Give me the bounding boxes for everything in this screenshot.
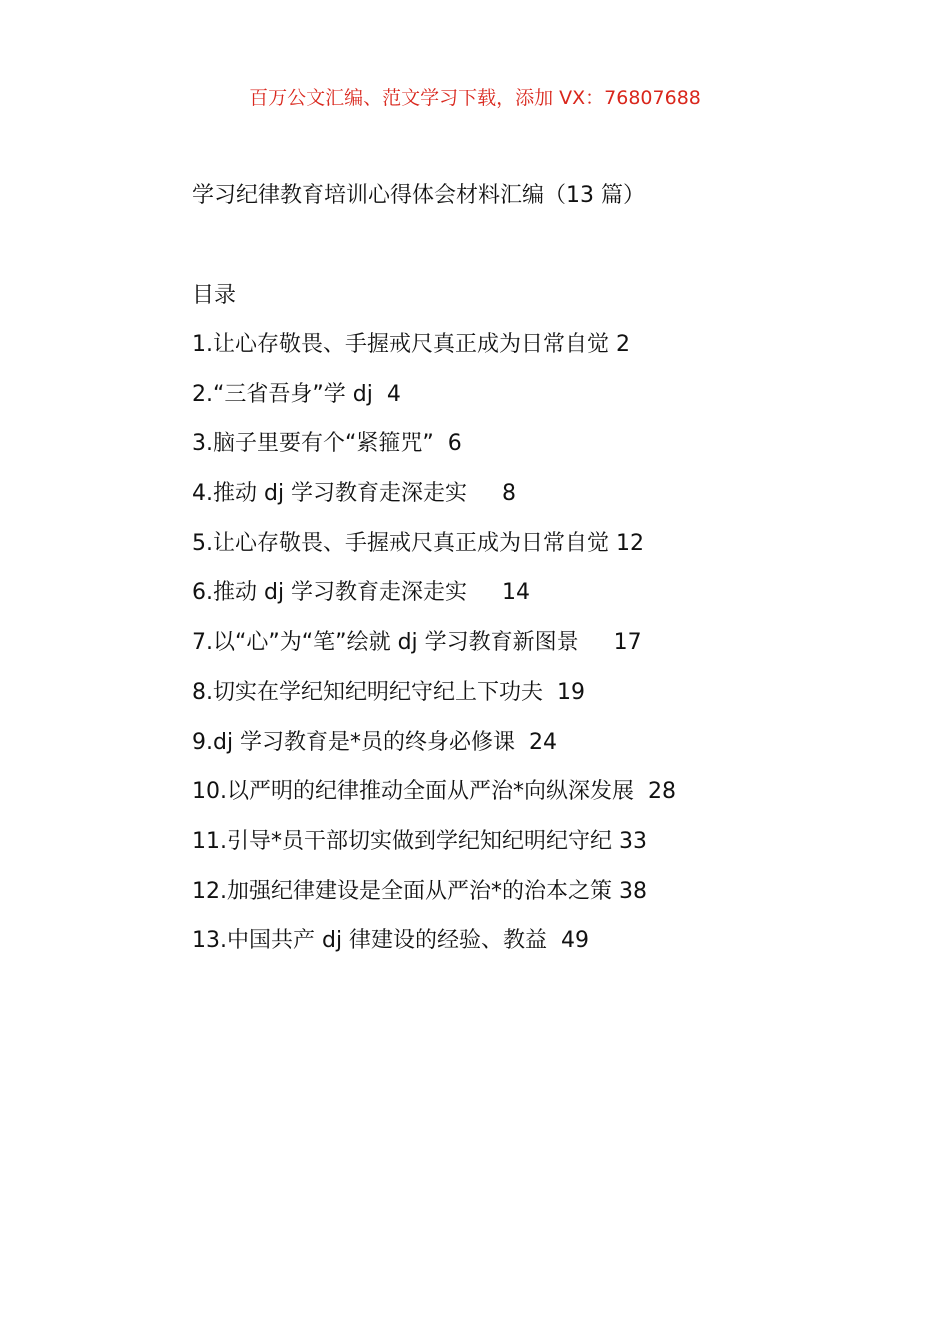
toc-item: 9.dj 学习教育是*员的终身必修课 24 <box>192 729 558 755</box>
toc-item: 3.脑子里要有个“紧箍咒” 6 <box>192 431 462 457</box>
toc-item: 1.让心存敬畏、手握戒尺真正成为日常自觉 2 <box>192 332 630 357</box>
document-title: 学习纪律教育培训心得体会材料汇编（13 篇） <box>192 183 645 208</box>
toc-item: 10.以严明的纪律推动全面从严治*向纵深发展 28 <box>192 779 676 805</box>
toc-item: 4.推动 dj 学习教育走深走实 8 <box>192 481 517 507</box>
toc-item: 6.推动 dj 学习教育走深走实 14 <box>192 580 531 606</box>
toc-item: 12.加强纪律建设是全面从严治*的治本之策 38 <box>192 878 647 904</box>
toc-item: 5.让心存敬畏、手握戒尺真正成为日常自觉 12 <box>192 530 644 556</box>
table-of-contents <box>192 329 676 975</box>
toc-item: 13.中国共产 dj 律建设的经验、教益 49 <box>192 928 590 954</box>
toc-item: 7.以“心”为“笔”绘就 dj 学习教育新图景 17 <box>192 630 642 656</box>
toc-item: 8.切实在学纪知纪明纪守纪上下功夫 19 <box>192 679 585 705</box>
toc-item: 11.引导*员干部切实做到学纪知纪明纪守纪 33 <box>192 828 647 854</box>
toc-item: 2.“三省吾身”学 dj 4 <box>192 381 401 407</box>
header-banner: 百万公文汇编、范文学习下载，添加 VX：76807688 <box>249 87 701 109</box>
toc-heading: 目录 <box>192 283 237 308</box>
